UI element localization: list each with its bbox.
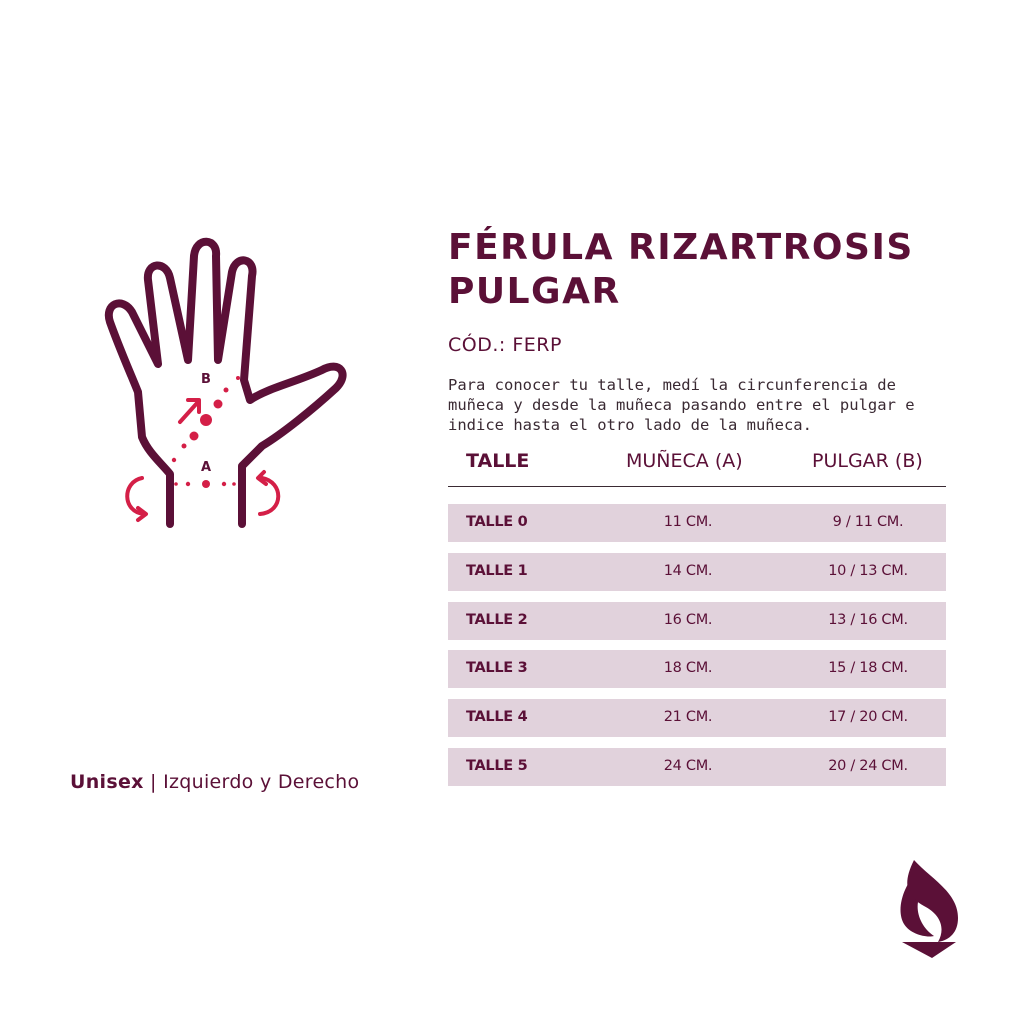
header-pulgar: PULGAR (B) [812,450,923,472]
table-row [448,602,946,640]
cell-wrist: 16 CM. [663,611,713,628]
cell-wrist: 14 CM. [663,562,713,579]
label-b: B [201,372,211,387]
cell-size: TALLE 4 [466,709,528,726]
side-label: | Izquierdo y Derecho [143,771,360,793]
unisex-label: Unisex [70,771,144,793]
table-row [448,553,946,591]
table-row [448,748,946,786]
cell-size: TALLE 1 [466,562,528,579]
cell-size: TALLE 5 [466,757,528,774]
product-title-line2: PULGAR [448,271,621,312]
gender-side-note [70,771,359,793]
cell-thumb: 10 / 13 CM. [828,562,908,579]
product-title [448,226,968,314]
cell-thumb: 15 / 18 CM. [828,660,908,677]
product-title-line1: FÉRULA RIZARTROSIS [448,227,914,268]
hand-outline-icon [100,232,360,532]
cell-size: TALLE 3 [466,660,528,677]
cell-wrist: 21 CM. [663,709,713,726]
cell-thumb: 20 / 24 CM. [828,757,908,774]
product-description: Para conocer tu talle, medí la circunferencia de muñeca y desde la muñeca pasando entre el pulgar e indice hasta el otro lado de la muñeca. [448,376,915,434]
cell-wrist: 24 CM. [663,757,713,774]
label-a: A [200,460,212,475]
header-talle: TALLE [466,450,530,472]
cell-thumb: 17 / 20 CM. [828,709,908,726]
size-table-header [448,448,946,487]
cell-thumb: 9 / 11 CM. [832,514,904,530]
table-row [448,650,946,688]
product-code: CÓD.: FERP [448,334,562,356]
cell-size: TALLE 2 [466,611,528,628]
cell-size: TALLE 0 [466,514,528,530]
cell-wrist: 11 CM. [663,514,713,530]
hand-measurement-illustration [100,232,360,532]
cell-thumb: 13 / 16 CM. [828,611,908,628]
flame-logo-icon [896,858,962,962]
size-table-body [448,504,946,797]
header-muneca: MUÑECA (A) [626,450,743,472]
cell-wrist: 18 CM. [663,660,713,677]
table-row [448,699,946,737]
table-row [448,504,946,542]
